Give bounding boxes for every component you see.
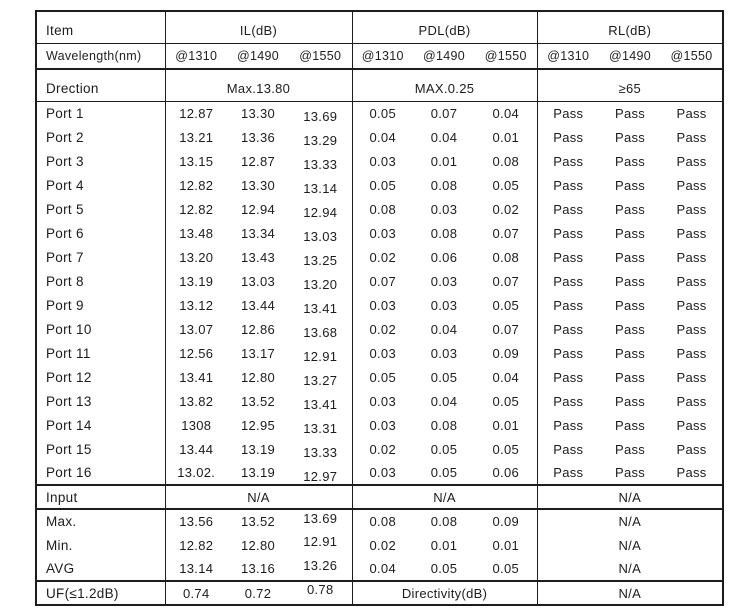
pdl-value-cell: 0.05 <box>492 393 520 409</box>
port-row <box>36 173 723 197</box>
direction-row-label: Drection <box>36 69 165 101</box>
pdl-value-cell: 0.08 <box>430 417 458 433</box>
rl-status-cell: Pass <box>676 105 707 121</box>
rl-status-cell: Pass <box>537 101 599 125</box>
rl-status-cell: Pass <box>614 129 646 145</box>
pdl-value-cell: 0.03 <box>352 389 413 413</box>
rl-status-cell: Pass <box>676 129 707 145</box>
min-row-label: Min. <box>46 537 73 553</box>
pdl-value-cell: 0.05 <box>430 369 458 385</box>
pdl-value-cell: 0.07 <box>352 269 413 293</box>
rl-status-cell: Pass <box>614 417 646 433</box>
il-value-cell: 13.82 <box>165 389 227 413</box>
il-value-cell: 12.56 <box>165 341 227 365</box>
il-value-cell: 1308 <box>165 413 227 437</box>
il-value-cell: 12.97 <box>289 461 352 485</box>
test-report-table <box>35 10 724 606</box>
pdl-value-cell: 0.03 <box>352 221 413 245</box>
item-header: Item <box>36 11 165 43</box>
input-na-cell: N/A <box>165 485 352 509</box>
port-row <box>36 101 723 125</box>
pdl-value-cell: 0.03 <box>430 297 458 313</box>
il-value-cell: 13.27 <box>303 373 338 388</box>
pdl-value-cell: 0.03 <box>430 273 458 289</box>
pdl-section-header: PDL(dB) <box>352 11 537 43</box>
il-value-cell: 13.20 <box>165 245 227 269</box>
il-value-cell: 12.82 <box>165 533 227 557</box>
rl-status-cell: Pass <box>537 173 599 197</box>
rl-status-cell: Pass <box>614 345 646 361</box>
uf-row <box>36 581 723 605</box>
pdl-value-cell: 0.08 <box>430 514 458 529</box>
rl-status-cell: Pass <box>676 249 707 265</box>
wavelength-row-label: Wavelength(nm) <box>36 43 165 69</box>
port-row <box>36 125 723 149</box>
il-value-cell: 13.33 <box>303 445 338 460</box>
il-value-cell: 13.43 <box>240 249 276 265</box>
rl-status-cell: Pass <box>676 153 707 169</box>
wavelength-header: @1310 <box>165 43 227 69</box>
il-value-cell: 12.94 <box>303 205 338 220</box>
wavelength-row <box>36 43 723 69</box>
input-na-cell: N/A <box>537 485 723 509</box>
il-value-cell: 13.48 <box>165 221 227 245</box>
rl-status-cell: Pass <box>537 413 599 437</box>
il-value-cell: 13.44 <box>165 437 227 461</box>
il-value-cell: 13.30 <box>240 177 276 193</box>
avg-row-label: AVG <box>36 557 165 581</box>
port-row <box>36 413 723 437</box>
il-value-cell: 13.19 <box>227 461 289 485</box>
pdl-value-cell: 0.05 <box>352 365 413 389</box>
port-row <box>36 365 723 389</box>
il-value-cell: 13.34 <box>240 225 276 241</box>
pdl-value-cell: 0.08 <box>352 197 413 221</box>
il-value-cell: 13.14 <box>165 557 227 581</box>
rl-status-cell: Pass <box>537 341 599 365</box>
il-value-cell: 13.69 <box>303 510 338 526</box>
il-spec-cell: Max.13.80 <box>165 69 352 101</box>
il-value-cell: 13.20 <box>303 277 338 292</box>
il-value-cell: 13.56 <box>165 509 227 533</box>
il-value-cell: 13.68 <box>303 325 338 340</box>
pdl-value-cell: 0.07 <box>492 273 520 289</box>
pdl-value-cell: 0.04 <box>430 321 458 337</box>
rl-status-cell: Pass <box>614 225 646 241</box>
pdl-value-cell: 0.03 <box>352 413 413 437</box>
pdl-value-cell: 0.01 <box>492 129 520 145</box>
port-label: Port 6 <box>46 225 84 241</box>
il-value-cell: 12.87 <box>240 153 276 169</box>
pdl-value-cell: 0.08 <box>430 177 458 193</box>
pdl-value-cell: 0.03 <box>352 149 413 173</box>
pdl-value-cell: 0.07 <box>492 225 520 241</box>
uf-value-cell: 0.72 <box>244 585 272 601</box>
il-value-cell: 12.86 <box>240 321 276 337</box>
pdl-value-cell: 0.07 <box>430 105 458 121</box>
port-row <box>36 245 723 269</box>
port-label: Port 1 <box>46 105 84 121</box>
rl-status-cell: Pass <box>676 177 707 193</box>
rl-status-cell: Pass <box>676 297 707 313</box>
uf-row-label: UF(≤1.2dB) <box>46 585 119 601</box>
pdl-spec-cell: MAX.0.25 <box>352 69 537 101</box>
pdl-value-cell: 0.05 <box>492 177 520 193</box>
rl-status-cell: Pass <box>537 221 599 245</box>
pdl-value-cell: 0.05 <box>492 441 520 457</box>
rl-section-header: RL(dB) <box>537 11 723 43</box>
rl-status-cell: Pass <box>614 441 646 457</box>
rl-status-cell: Pass <box>537 125 599 149</box>
il-value-cell: 12.82 <box>165 197 227 221</box>
rl-status-cell: Pass <box>676 441 707 457</box>
il-value-cell: 12.80 <box>240 369 276 385</box>
port-label: Port 7 <box>46 249 84 265</box>
il-value-cell: 12.87 <box>165 101 227 125</box>
input-row-label: Input <box>36 485 165 509</box>
il-value-cell: 12.82 <box>165 173 227 197</box>
rl-status-cell: Pass <box>537 437 599 461</box>
port-label: Port 8 <box>46 273 84 289</box>
il-value-cell: 13.36 <box>240 129 276 145</box>
rl-status-cell: Pass <box>661 461 723 485</box>
rl-status-cell: Pass <box>676 273 707 289</box>
il-value-cell: 13.03 <box>303 229 338 244</box>
il-section-header: IL(dB) <box>165 11 352 43</box>
pdl-value-cell: 0.02 <box>352 245 413 269</box>
wavelength-header: @1490 <box>413 43 475 69</box>
rl-status-cell: Pass <box>537 389 599 413</box>
rl-na-cell: N/A <box>537 557 723 581</box>
port-label: Port 3 <box>46 153 84 169</box>
il-value-cell: 13.21 <box>165 125 227 149</box>
pdl-value-cell: 0.02 <box>352 317 413 341</box>
rl-status-cell: Pass <box>614 273 646 289</box>
rl-status-cell: Pass <box>676 201 707 217</box>
pdl-value-cell: 0.09 <box>492 345 520 361</box>
directivity-cell: Directivity(dB) <box>352 581 537 605</box>
il-value-cell: 13.19 <box>240 441 276 457</box>
wavelength-header: @1550 <box>475 43 537 69</box>
wavelength-header: @1490 <box>599 43 661 69</box>
summary-row <box>36 509 723 533</box>
rl-na-cell: N/A <box>537 509 723 533</box>
pdl-value-cell: 0.05 <box>492 297 520 313</box>
il-value-cell: 13.29 <box>303 133 338 148</box>
pdl-value-cell: 0.05 <box>413 557 475 581</box>
port-row <box>36 341 723 365</box>
il-value-cell: 13.26 <box>289 557 352 581</box>
pdl-value-cell: 0.02 <box>352 533 413 557</box>
rl-status-cell: Pass <box>614 369 646 385</box>
pdl-value-cell: 0.08 <box>430 225 458 241</box>
rl-status-cell: Pass <box>676 417 707 433</box>
pdl-value-cell: 0.06 <box>430 249 458 265</box>
rl-status-cell: Pass <box>537 317 599 341</box>
il-value-cell: 13.41 <box>303 397 338 412</box>
il-value-cell: 13.07 <box>165 317 227 341</box>
rl-spec-cell: ≥65 <box>537 69 723 101</box>
rl-status-cell: Pass <box>676 369 707 385</box>
il-value-cell: 13.41 <box>303 301 338 316</box>
il-value-cell: 13.15 <box>165 149 227 173</box>
pdl-value-cell: 0.03 <box>430 201 458 217</box>
il-value-cell: 13.69 <box>303 109 338 125</box>
rl-status-cell: Pass <box>676 225 707 241</box>
port-label: Port 4 <box>46 177 84 193</box>
pdl-value-cell: 0.04 <box>492 369 520 385</box>
il-value-cell: 13.31 <box>303 421 338 436</box>
port-label: Port 12 <box>46 369 92 385</box>
summary-row <box>36 533 723 557</box>
pdl-value-cell: 0.05 <box>352 101 413 125</box>
wavelength-header: @1490 <box>227 43 289 69</box>
pdl-value-cell: 0.03 <box>430 345 458 361</box>
pdl-value-cell: 0.06 <box>475 461 537 485</box>
il-value-cell: 13.52 <box>240 393 276 409</box>
pdl-value-cell: 0.08 <box>492 249 520 265</box>
port-label: Port 14 <box>46 417 92 433</box>
summary-row <box>36 557 723 581</box>
port-row <box>36 197 723 221</box>
port-label: Port 13 <box>46 393 92 409</box>
il-value-cell: 12.80 <box>240 537 276 553</box>
il-value-cell: 13.33 <box>303 157 338 172</box>
pdl-value-cell: 0.03 <box>352 461 413 485</box>
il-value-cell: 13.44 <box>240 297 276 313</box>
port-row <box>36 149 723 173</box>
pdl-value-cell: 0.02 <box>352 437 413 461</box>
pdl-value-cell: 0.08 <box>352 509 413 533</box>
rl-status-cell: Pass <box>614 393 646 409</box>
pdl-value-cell: 0.04 <box>352 557 413 581</box>
il-value-cell: 12.91 <box>303 349 338 364</box>
rl-status-cell: Pass <box>537 461 599 485</box>
rl-status-cell: Pass <box>614 201 646 217</box>
pdl-value-cell: 0.01 <box>430 153 458 169</box>
port-label: Port 10 <box>46 321 92 337</box>
rl-status-cell: Pass <box>676 345 707 361</box>
port-row <box>36 317 723 341</box>
wavelength-header: @1310 <box>352 43 413 69</box>
port-row <box>36 269 723 293</box>
port-label: Port 15 <box>46 441 92 457</box>
rl-status-cell: Pass <box>537 269 599 293</box>
port-label: Port 9 <box>46 297 84 313</box>
pdl-value-cell: 0.04 <box>430 129 458 145</box>
il-value-cell: 13.12 <box>165 293 227 317</box>
il-value-cell: 13.52 <box>240 514 276 529</box>
pdl-value-cell: 0.05 <box>475 557 537 581</box>
rl-status-cell: Pass <box>537 197 599 221</box>
input-na-cell: N/A <box>352 485 537 509</box>
header-row <box>36 11 723 43</box>
rl-status-cell: Pass <box>537 293 599 317</box>
pdl-value-cell: 0.05 <box>413 461 475 485</box>
rl-status-cell: Pass <box>599 461 661 485</box>
il-value-cell: 13.25 <box>303 253 338 268</box>
input-row <box>36 485 723 509</box>
pdl-value-cell: 0.01 <box>430 537 458 553</box>
il-value-cell: 13.02. <box>165 461 227 485</box>
rl-status-cell: Pass <box>537 365 599 389</box>
pdl-value-cell: 0.02 <box>492 201 520 217</box>
pdl-value-cell: 0.08 <box>492 153 520 169</box>
pdl-value-cell: 0.04 <box>352 125 413 149</box>
pdl-value-cell: 0.07 <box>492 321 520 337</box>
il-value-cell: 12.94 <box>240 201 276 217</box>
pdl-value-cell: 0.01 <box>492 537 520 553</box>
pdl-value-cell: 0.04 <box>430 393 458 409</box>
rl-status-cell: Pass <box>614 177 646 193</box>
port-row <box>36 221 723 245</box>
il-value-cell: 13.03 <box>240 273 276 289</box>
pdl-value-cell: 0.05 <box>430 441 458 457</box>
il-value-cell: 13.14 <box>303 181 338 196</box>
rl-status-cell: Pass <box>676 393 707 409</box>
rl-na-cell: N/A <box>537 533 723 557</box>
port-label: Port 5 <box>46 201 84 217</box>
il-value-cell: 12.95 <box>240 417 276 433</box>
port-row <box>36 293 723 317</box>
il-value-cell: 13.41 <box>165 365 227 389</box>
il-value-cell: 12.91 <box>303 534 338 549</box>
wavelength-header: @1550 <box>289 43 352 69</box>
pdl-value-cell: 0.09 <box>492 514 520 529</box>
rl-na-cell: N/A <box>537 581 723 605</box>
rl-status-cell: Pass <box>614 297 646 313</box>
uf-value-cell: 0.78 <box>306 582 334 597</box>
port-row <box>36 389 723 413</box>
il-value-cell: 13.30 <box>240 105 276 121</box>
uf-value-cell: 0.74 <box>165 581 227 605</box>
il-value-cell: 13.17 <box>240 345 276 361</box>
port-label: Port 2 <box>46 129 84 145</box>
port-row <box>36 461 723 485</box>
direction-row <box>36 69 723 101</box>
il-value-cell: 13.19 <box>165 269 227 293</box>
pdl-value-cell: 0.03 <box>352 293 413 317</box>
pdl-value-cell: 0.01 <box>492 417 520 433</box>
rl-status-cell: Pass <box>537 149 599 173</box>
pdl-value-cell: 0.03 <box>352 341 413 365</box>
wavelength-header: @1310 <box>537 43 599 69</box>
port-row <box>36 437 723 461</box>
wavelength-header: @1550 <box>661 43 723 69</box>
pdl-value-cell: 0.04 <box>492 105 520 121</box>
rl-status-cell: Pass <box>614 105 646 121</box>
rl-status-cell: Pass <box>614 153 646 169</box>
rl-status-cell: Pass <box>676 321 707 337</box>
max-row-label: Max. <box>46 514 77 529</box>
rl-status-cell: Pass <box>614 321 646 337</box>
rl-status-cell: Pass <box>614 249 646 265</box>
il-value-cell: 13.16 <box>227 557 289 581</box>
pdl-value-cell: 0.05 <box>352 173 413 197</box>
port-label: Port 16 <box>36 461 165 485</box>
port-label: Port 11 <box>46 345 91 361</box>
rl-status-cell: Pass <box>537 245 599 269</box>
